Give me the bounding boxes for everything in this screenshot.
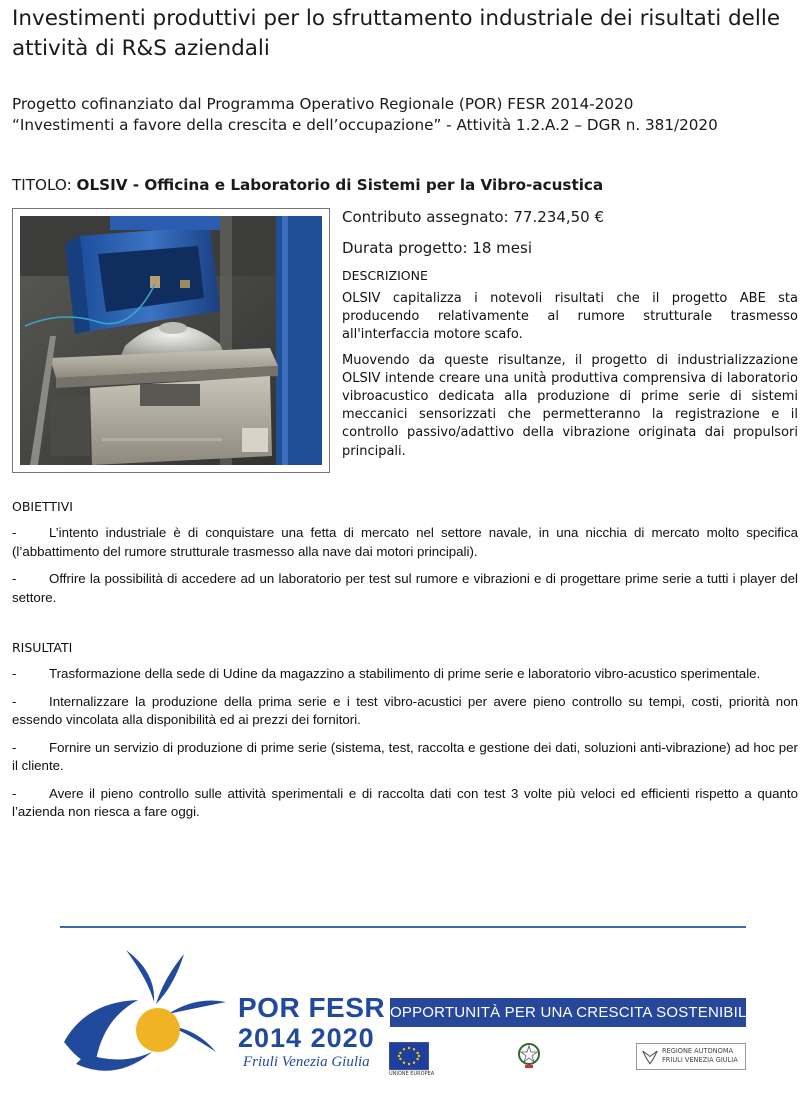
- bullet-dash: -: [12, 571, 17, 586]
- project-duration: Durata progetto: 18 mesi: [342, 239, 532, 257]
- result-text: Trasformazione della sede di Udine da magazzino a stabilimento di prime serie e laboratorio vibro-acustico sperimentale.: [49, 666, 761, 681]
- results-heading: RISULTATI: [12, 640, 73, 655]
- project-name: - Officina e Laboratorio di Sistemi per la Vibro-acustica: [127, 176, 604, 194]
- region-logo-line-1: REGIONE AUTONOMA: [662, 1047, 734, 1055]
- vibration-mount-photo: [20, 216, 322, 465]
- italian-emblem-icon: [516, 1040, 542, 1070]
- project-acronym: OLSIV: [76, 176, 128, 194]
- result-text: Avere il pieno controllo sulle attività sperimentali e di raccolta dati con test 3 volte più veloci ed efficienti rispetto a quanto l’azienda non riesca a fare oggi.: [12, 785, 798, 819]
- result-text: Fornire un servizio di produzione di prime serie (sistema, test, raccolta e gestione dei dati, soluzioni anti-vibrazione) ad hoc per il cliente.: [12, 739, 798, 773]
- list-item: [12, 524, 798, 561]
- list-item: [12, 739, 798, 776]
- program-years: 2014 2020: [238, 1023, 375, 1053]
- objectives-section: [12, 499, 798, 616]
- description-paragraph: Muovendo da queste risultanze, il progetto di industrializzazione OLSIV intende creare una unità produttiva comprensiva di laboratorio vibroacustico dedicata alla produzione di prime serie di sistemi meccanici sensorizzati che permetteranno la registrazione e il controllo passivo/adattivo della vibrazione originata dai propulsori principali.: [342, 352, 798, 459]
- program-name: POR FESR: [238, 992, 386, 1023]
- region-logo-text: [662, 1047, 738, 1065]
- list-item: [12, 693, 798, 730]
- bullet-dash: -: [12, 785, 17, 801]
- bullet-dash: -: [12, 739, 17, 755]
- bullet-dash: -: [12, 525, 17, 540]
- list-item: [12, 570, 798, 607]
- list-item: [12, 665, 798, 684]
- list-item: [12, 785, 798, 822]
- result-text: Internalizzare la produzione della prima serie e i test vibro-acustici per avere pieno controllo su tempi, costi, priorità non essendo vincolata alla disponibilità ed ai prezzi dei fornitori.: [12, 693, 798, 727]
- project-title: [12, 176, 603, 194]
- project-info: [342, 206, 798, 468]
- objective-text: Offrire la possibilità di accedere ad un laboratorio per test sul rumore e vibrazioni e di progettare prime serie a tutti i player del settore.: [12, 571, 798, 605]
- subtitle-line-2: “Investimenti a favore della crescita e dell’occupazione” - Attività 1.2.A.2 – DGR n. 381/2020: [12, 116, 718, 134]
- por-fesr-logo-icon: [56, 942, 236, 1082]
- region-eagle-icon: [641, 1047, 659, 1066]
- eu-flag-icon: [389, 1042, 429, 1072]
- objective-text: L’intento industriale è di conquistare una fetta di mercato nel settore navale, in una nicchia di mercato molto specifica (l’abbattimento del rumore strutturale trasmesso alla nave dai motori principali).: [12, 525, 798, 559]
- description-paragraph: OLSIV capitalizza i notevoli risultati che il progetto ABE sta producendo relativamente al rumore strutturale trasmesso all'interfaccia motore scafo.: [342, 291, 798, 343]
- project-photo: [12, 208, 330, 473]
- bullet-dash: -: [12, 693, 17, 709]
- page-title: Investimenti produttivi per lo sfruttamento industriale dei risultati delle attività di R&S aziendali: [12, 6, 781, 61]
- region-name: Friuli Venezia Giulia: [243, 1054, 370, 1070]
- results-section: [12, 640, 798, 831]
- subtitle-line-1: Progetto cofinanziato dal Programma Operativo Regionale (POR) FESR 2014-2020: [12, 95, 634, 113]
- slogan-banner: OPPORTUNITÀ PER UNA CRESCITA SOSTENIBILE: [390, 998, 746, 1027]
- region-logo-line-2: FRIULI VENEZIA GIULIA: [662, 1056, 738, 1064]
- page-subtitle: [12, 94, 802, 136]
- eu-caption: UNIONE EUROPEA: [389, 1071, 435, 1077]
- contribution-amount: Contributo assegnato: 77.234,50 €: [342, 208, 605, 226]
- objectives-heading: OBIETTIVI: [12, 499, 73, 514]
- bullet-dash: -: [12, 666, 17, 681]
- description-heading: DESCRIZIONE: [342, 268, 428, 283]
- footer-divider: [60, 926, 746, 928]
- title-prefix: TITOLO:: [12, 176, 77, 194]
